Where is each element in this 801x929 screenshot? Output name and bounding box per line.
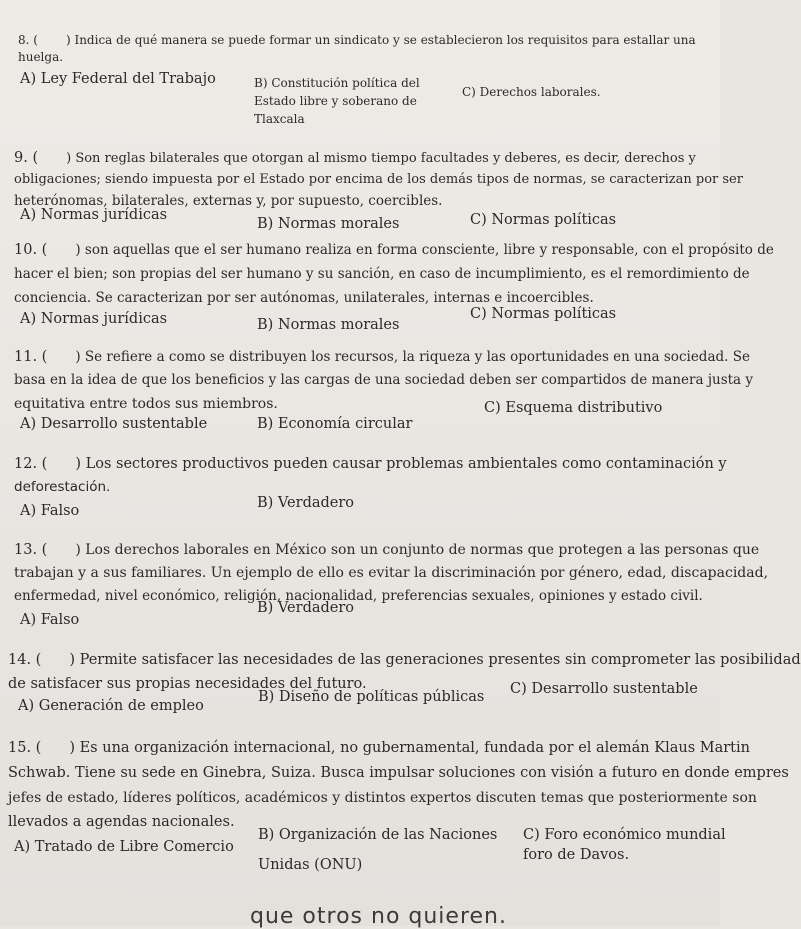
question-13-number: 13. ( [14, 542, 48, 558]
question-10-line3: conciencia. Se caracterizan por ser autónomas, unilaterales, internas e incoercibles. [14, 290, 594, 306]
question-12-line1: ) Los sectores productivos pueden causar problemas ambientales como contaminación y [75, 456, 727, 472]
question-8-option-a[interactable]: A) Ley Federal del Trabajo [20, 71, 216, 87]
question-8-text-line2: huelga. [18, 50, 64, 64]
question-15-line2: Schwab. Tiene su sede en Ginebra, Suiza. Busca impulsar soluciones con visión a futuro en donde empres [8, 765, 789, 781]
question-9-number: 9. ( [14, 150, 39, 166]
question-9-line3: heterónomas, bilaterales, externas y, por supuesto, coercibles. [14, 193, 443, 209]
question-15-option-a[interactable]: A) Tratado de Libre Comercio [14, 839, 234, 855]
question-8-option-c[interactable]: C) Derechos laborales. [462, 85, 601, 99]
question-13-line3: enfermedad, nivel económico, religión, nacionalidad, preferencias sexuales, opiniones y estado civil. [14, 588, 703, 604]
question-15-option-c-line2: foro de Davos. [523, 847, 630, 863]
question-9-option-b[interactable]: B) Normas morales [257, 216, 400, 232]
question-11-number: 11. ( [14, 349, 48, 365]
question-8-option-b[interactable]: B) Constitución política del [254, 76, 420, 90]
question-14 [8, 648, 801, 672]
question-12 [14, 452, 727, 476]
question-11-option-b[interactable]: B) Economía circular [257, 416, 413, 432]
question-15-option-c[interactable]: C) Foro económico mundial [523, 827, 726, 843]
question-8-number: 8. ( [18, 33, 38, 47]
question-14-line2: de satisfacer sus propias necesidades del futuro. [8, 676, 367, 692]
question-14-option-c[interactable]: C) Desarrollo sustentable [510, 681, 698, 697]
question-10-option-b[interactable]: B) Normas morales [257, 317, 400, 333]
question-13-line2: trabajan y a sus familiares. Un ejemplo de ello es evitar la discriminación por género, edad, discapacidad, [14, 565, 769, 581]
question-12-option-b[interactable]: B) Verdadero [257, 495, 355, 511]
question-15 [8, 736, 750, 760]
question-8-option-b-line3: Tlaxcala [254, 112, 305, 126]
question-14-number: 14. ( [8, 652, 42, 668]
question-13-option-a[interactable]: A) Falso [20, 612, 80, 628]
question-9-option-c[interactable]: C) Normas políticas [470, 212, 617, 228]
question-14-option-a[interactable]: A) Generación de empleo [18, 698, 204, 714]
question-15-option-b[interactable]: B) Organización de las Naciones [258, 827, 498, 843]
question-11 [14, 345, 750, 369]
question-9-line1: ) Son reglas bilaterales que otorgan al mismo tiempo facultades y deberes, es decir, derechos y [66, 151, 696, 166]
question-12-number: 12. ( [14, 456, 48, 472]
question-10-line2: hacer el bien; son propias del ser humano y su sanción, en caso de incumplimiento, es el remordimiento de [14, 266, 750, 282]
question-11-option-a[interactable]: A) Desarrollo sustentable [20, 416, 208, 432]
question-9-line2: obligaciones; siendo impuesta por el Estado por encima de los demás tipos de normas, se caracterizan por ser [14, 172, 743, 187]
question-10-option-c[interactable]: C) Normas políticas [470, 306, 617, 322]
question-8-text: ) Indica de qué manera se puede formar un sindicato y se establecieron los requisitos para estallar una [65, 33, 696, 47]
question-8 [18, 33, 696, 48]
question-10 [14, 238, 774, 262]
question-13 [14, 538, 759, 562]
question-8-option-b-line2: Estado libre y soberano de [254, 94, 417, 108]
question-15-number: 15. ( [8, 740, 42, 756]
question-15-line3: jefes de estado, líderes políticos, académicos y distintos expertos discuten temas que posteriormente son [8, 790, 757, 806]
question-12-line2: deforestación. [14, 479, 111, 495]
question-11-line1: ) Se refiere a como se distribuyen los recursos, la riqueza y las oportunidades en una sociedad. Se [75, 349, 750, 365]
question-12-option-a[interactable]: A) Falso [20, 503, 80, 519]
question-11-line2: basa en la idea de que los beneficios y las cargas de una sociedad deben ser compartidos de manera justa y [14, 372, 754, 388]
question-10-number: 10. ( [14, 242, 48, 258]
cutoff-footer-text: que otros no quieren. [250, 904, 507, 929]
question-14-line1: ) Permite satisfacer las necesidades de las generaciones presentes sin comprometer las posibilidad [69, 652, 801, 668]
question-13-line1: ) Los derechos laborales en México son un conjunto de normas que protegen a las personas que [75, 542, 760, 558]
question-15-option-b-line2: Unidas (ONU) [258, 857, 363, 873]
question-11-option-c[interactable]: C) Esquema distributivo [484, 400, 663, 416]
question-11-line3: equitativa entre todos sus miembros. [14, 396, 278, 412]
question-9-option-a[interactable]: A) Normas jurídicas [20, 207, 168, 223]
question-13-option-b[interactable]: B) Verdadero [257, 600, 355, 616]
question-15-line1: ) Es una organización internacional, no gubernamental, fundada por el alemán Klaus Martin [69, 740, 750, 756]
question-15-line4: llevados a agendas nacionales. [8, 814, 235, 830]
question-10-line1: ) son aquellas que el ser humano realiza en forma consciente, libre y responsable, con el propósito de [75, 242, 774, 258]
question-10-option-a[interactable]: A) Normas jurídicas [20, 311, 168, 327]
question-14-option-b[interactable]: B) Diseño de políticas públicas [258, 689, 485, 705]
